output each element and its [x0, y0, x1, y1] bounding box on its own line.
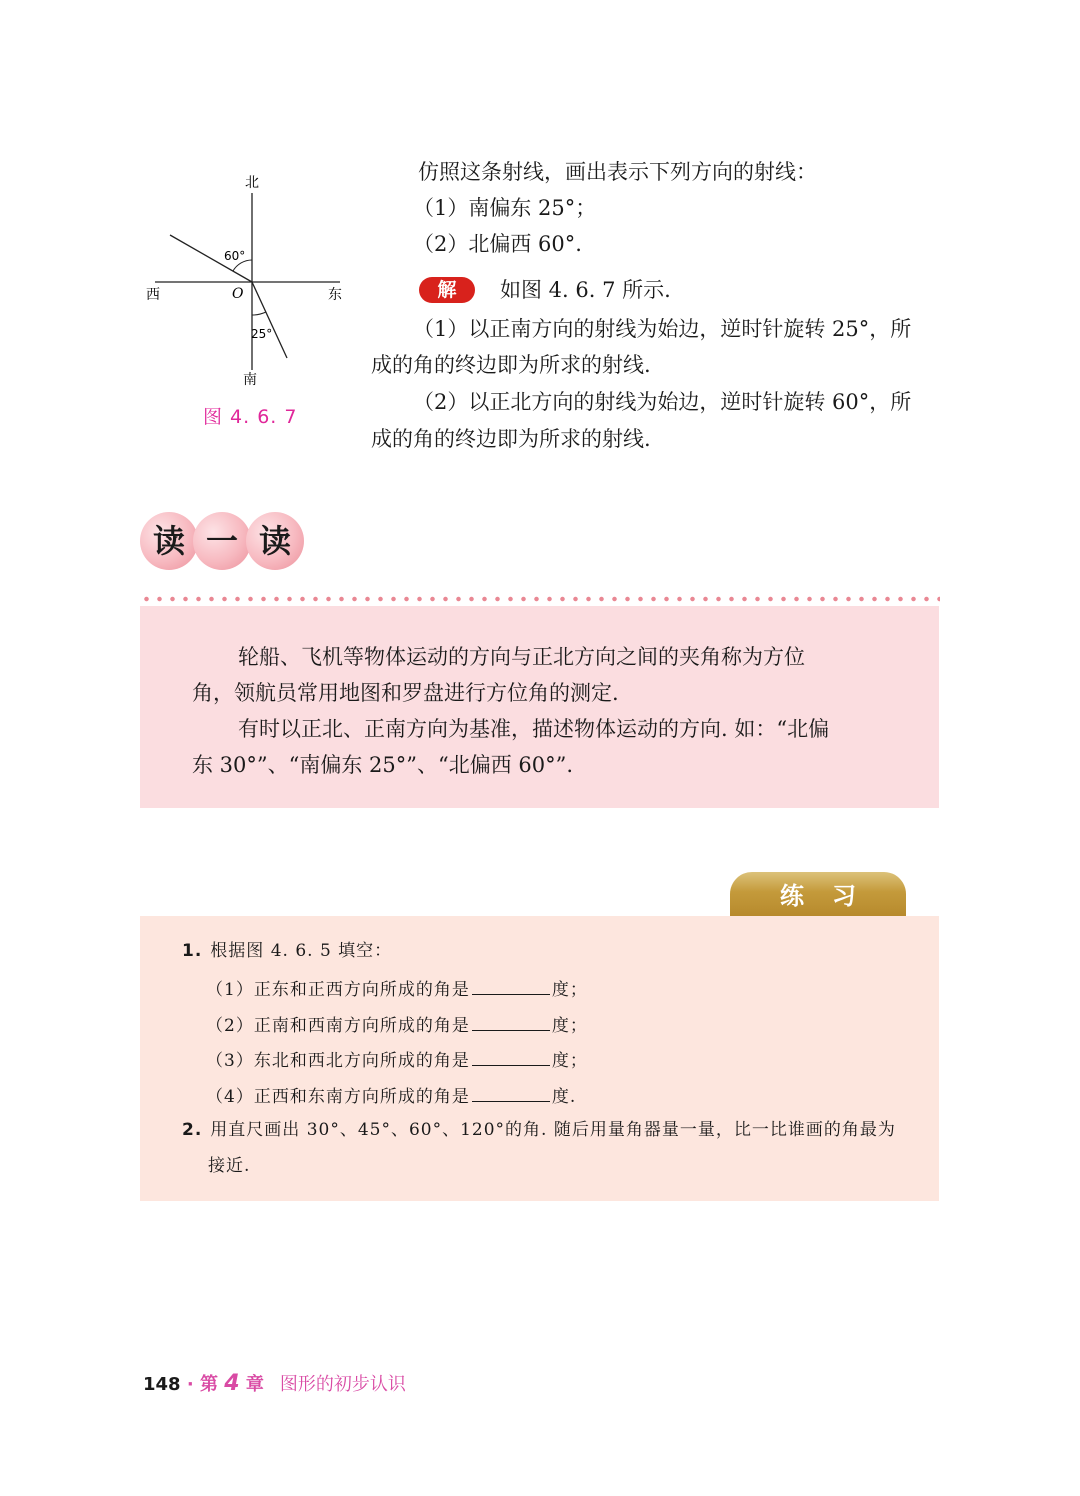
practice-q1-4 [206, 1083, 576, 1108]
q1-1-text: （1）正东和正西方向所成的角是 [206, 980, 470, 1000]
q1-4-unit: 度. [551, 1087, 577, 1107]
q1-4-text: （4）正西和东南方向所成的角是 [206, 1087, 470, 1107]
example-item-2: （2）北偏西 60°. [413, 232, 582, 256]
page-footer [143, 1373, 406, 1396]
answer-blank[interactable] [472, 1012, 550, 1031]
chapter-suffix: 章 [239, 1374, 264, 1395]
read-p1-line-1: 轮船、飞机等物体运动的方向与正北方向之间的夹角称为方位 [238, 645, 805, 669]
chapter-title: 图形的初步认识 [279, 1374, 406, 1395]
example-item-1: （1）南偏东 25°； [413, 196, 597, 220]
answer-blank[interactable] [472, 1083, 550, 1102]
footer-dot: · [180, 1374, 200, 1395]
q1-text: 根据图 4. 6. 5 填空： [210, 941, 393, 961]
label-south: 南 [243, 372, 257, 388]
chapter-number: 4 [224, 1371, 240, 1396]
q1-3-unit: 度； [551, 1051, 588, 1071]
figure-caption: 图 4. 6. 7 [203, 406, 298, 428]
read-p2-line-2: 东 30°”、“南偏东 25°”、“北偏西 60°”. [192, 753, 574, 777]
answer-blank[interactable] [472, 1047, 550, 1066]
solution-badge: 解 [419, 277, 475, 303]
solution-2-line-2: 成的角的终边即为所求的射线. [371, 427, 651, 451]
read-box [140, 606, 939, 808]
read-title-char-2: 一 [193, 512, 251, 570]
read-divider [140, 596, 940, 602]
solution-1-line-2: 成的角的终边即为所求的射线. [371, 353, 651, 377]
solution-2-line-1: （2）以正北方向的射线为始边，逆时针旋转 60°，所 [413, 390, 912, 414]
practice-q1-1 [206, 976, 588, 1001]
read-p2-line-1: 有时以正北、正南方向为基准，描述物体运动的方向. 如：“北偏 [238, 717, 830, 741]
q2-number: 2. [182, 1120, 203, 1140]
label-west: 西 [146, 287, 160, 303]
solution-1-line-1: （1）以正南方向的射线为始边，逆时针旋转 25°，所 [413, 317, 912, 341]
q1-3-text: （3）东北和西北方向所成的角是 [206, 1051, 470, 1071]
read-p1-line-2: 角，领航员常用地图和罗盘进行方位角的测定. [192, 681, 619, 705]
label-angle-60: 60° [224, 249, 246, 263]
chapter-label [180, 1371, 264, 1396]
chapter-prefix: 第 [199, 1374, 225, 1395]
q1-2-unit: 度； [551, 1016, 588, 1036]
q2-text: 用直尺画出 30°、45°、60°、120°的角. 随后用量角器量一量，比一比谁画的角最为 [210, 1120, 896, 1140]
angle-arc-25 [252, 312, 266, 315]
practice-q1-3 [206, 1047, 588, 1072]
practice-tab: 练习 [730, 872, 906, 916]
read-title-char-1: 读 [140, 512, 198, 570]
practice-q2 [182, 1119, 896, 1141]
practice-box [140, 916, 939, 1201]
page-number: 148 [143, 1374, 181, 1395]
label-east: 东 [328, 287, 342, 303]
example-prompt: 仿照这条射线，画出表示下列方向的射线： [418, 160, 817, 184]
ray-south-east-25 [252, 282, 287, 358]
q1-2-text: （2）正南和西南方向所成的角是 [206, 1016, 470, 1036]
solution-intro: 如图 4. 6. 7 所示. [500, 278, 671, 302]
direction-figure [140, 165, 360, 395]
practice-q1 [182, 940, 392, 962]
label-angle-25: 25° [251, 327, 273, 341]
label-north: 北 [245, 175, 259, 191]
answer-blank[interactable] [472, 976, 550, 995]
q1-number: 1. [182, 941, 203, 961]
practice-q1-2 [206, 1012, 588, 1037]
q1-1-unit: 度； [551, 980, 588, 1000]
read-title-char-3: 读 [246, 512, 304, 570]
practice-q2-cont: 接近. [208, 1156, 251, 1176]
label-origin: O [232, 286, 244, 302]
